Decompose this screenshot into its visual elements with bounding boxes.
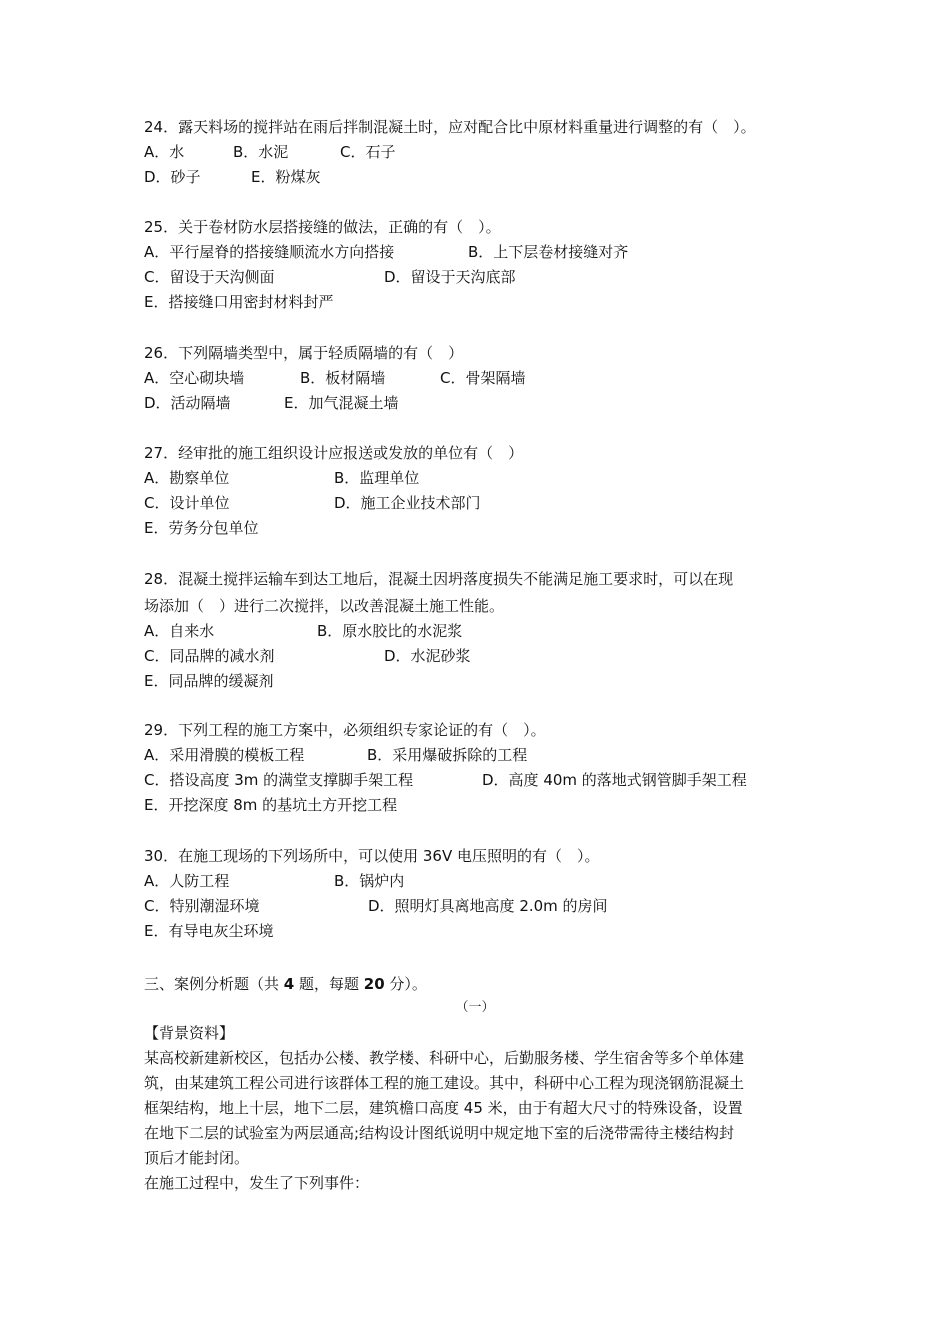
option-row xyxy=(144,290,824,315)
question-stem: 24．露天料场的搅拌站在雨后拌制混凝土时，应对配合比中原材料重量进行调整的有（ ）。 xyxy=(144,118,756,136)
option-row xyxy=(144,894,824,919)
option-c: C．设计单位 xyxy=(144,494,230,512)
option-e: E．粉煤灰 xyxy=(251,168,321,186)
question-25 xyxy=(144,215,824,315)
option-row xyxy=(144,391,824,416)
option-b: B．监理单位 xyxy=(334,469,420,487)
option-a: A．空心砌块墙 xyxy=(144,369,245,387)
option-row xyxy=(144,768,824,793)
option-b: B．原水胶比的水泥浆 xyxy=(317,622,463,640)
option-row xyxy=(144,919,824,944)
option-row xyxy=(144,669,824,694)
option-row xyxy=(144,491,824,516)
option-row xyxy=(144,265,824,290)
option-d: D．砂子 xyxy=(144,168,201,186)
section-heading xyxy=(144,972,427,997)
option-a: A．水 xyxy=(144,143,185,161)
case-background xyxy=(144,1021,808,1196)
background-line: 框架结构，地上十层，地下二层，建筑檐口高度 45 米，由于有超大尺寸的特殊设备，设置 xyxy=(144,1099,743,1117)
background-title: 【背景资料】 xyxy=(144,1024,235,1042)
question-stem: 30．在施工现场的下列场所中，可以使用 36V 电压照明的有（ ）。 xyxy=(144,847,600,865)
option-c: C．骨架隔墙 xyxy=(440,369,526,387)
option-row xyxy=(144,743,824,768)
option-d: D．高度 40m 的落地式钢管脚手架工程 xyxy=(482,771,747,789)
option-row xyxy=(144,140,824,165)
option-b: B．板材隔墙 xyxy=(300,369,386,387)
option-e: E．开挖深度 8m 的基坑土方开挖工程 xyxy=(144,796,398,814)
option-c: C．特别潮湿环境 xyxy=(144,897,260,915)
option-row xyxy=(144,165,824,190)
option-a: A．采用滑膜的模板工程 xyxy=(144,746,305,764)
option-c: C．石子 xyxy=(340,143,396,161)
question-stem: 25．关于卷材防水层搭接缝的做法，正确的有（ ）。 xyxy=(144,218,501,236)
option-e: E．有导电灰尘环境 xyxy=(144,922,274,940)
question-27 xyxy=(144,441,824,541)
question-26 xyxy=(144,341,824,416)
question-stem-continued: 场添加（ ）进行二次搅拌，以改善混凝土施工性能。 xyxy=(144,597,505,615)
background-line: 在施工过程中，发生了下列事件： xyxy=(144,1174,370,1192)
option-d: D．照明灯具离地高度 2.0m 的房间 xyxy=(368,897,608,915)
background-line: 顶后才能封闭。 xyxy=(144,1149,250,1167)
option-row xyxy=(144,793,824,818)
option-row xyxy=(144,366,824,391)
option-d: D．活动隔墙 xyxy=(144,394,231,412)
option-a: A．自来水 xyxy=(144,622,215,640)
option-row xyxy=(144,240,824,265)
option-b: B．锅炉内 xyxy=(334,872,405,890)
option-e: E．劳务分包单位 xyxy=(144,519,259,537)
option-d: D．留设于天沟底部 xyxy=(384,268,516,286)
option-d: D．施工企业技术部门 xyxy=(334,494,481,512)
option-row xyxy=(144,466,824,491)
option-a: A．人防工程 xyxy=(144,872,230,890)
option-e: E．同品牌的缓凝剂 xyxy=(144,672,274,690)
question-29 xyxy=(144,718,824,818)
option-c: C．同品牌的减水剂 xyxy=(144,647,275,665)
option-e: E．加气混凝土墙 xyxy=(284,394,399,412)
section-prefix: 三、案例分析题（共 xyxy=(144,975,284,993)
option-row xyxy=(144,869,824,894)
option-b: B．水泥 xyxy=(233,143,289,161)
option-row xyxy=(144,516,824,541)
section-middle: 题，每题 xyxy=(294,975,364,993)
question-24 xyxy=(144,115,824,190)
option-a: A．平行屋脊的搭接缝顺流水方向搭接 xyxy=(144,243,395,261)
question-30 xyxy=(144,844,824,944)
question-stem: 28．混凝土搅拌运输车到达工地后，混凝土因坍落度损失不能满足施工要求时，可以在现 xyxy=(144,570,734,588)
background-line: 在地下二层的试验室为两层通高;结构设计图纸说明中规定地下室的后浇带需待主楼结构封 xyxy=(144,1124,735,1142)
option-c: C．搭设高度 3m 的满堂支撑脚手架工程 xyxy=(144,771,414,789)
background-line: 筑，由某建筑工程公司进行该群体工程的施工建设。其中，科研中心工程为现浇钢筋混凝土 xyxy=(144,1074,745,1092)
question-28 xyxy=(144,567,824,694)
option-c: C．留设于天沟侧面 xyxy=(144,268,275,286)
option-b: B．采用爆破拆除的工程 xyxy=(367,746,528,764)
case-number: （一） xyxy=(455,1000,495,1015)
question-stem: 26．下列隔墙类型中，属于轻质隔墙的有（ ） xyxy=(144,344,464,362)
question-stem: 29．下列工程的施工方案中，必须组织专家论证的有（ ）。 xyxy=(144,721,546,739)
option-a: A．勘察单位 xyxy=(144,469,230,487)
option-row xyxy=(144,644,824,669)
option-b: B．上下层卷材接缝对齐 xyxy=(468,243,629,261)
option-row xyxy=(144,619,824,644)
section-suffix: 分）。 xyxy=(384,975,427,993)
background-line: 某高校新建新校区，包括办公楼、教学楼、科研中心，后勤服务楼、学生宿舍等多个单体建 xyxy=(144,1049,745,1067)
option-d: D．水泥砂浆 xyxy=(384,647,471,665)
option-e: E．搭接缝口用密封材料封严 xyxy=(144,293,334,311)
question-stem: 27．经审批的施工组织设计应报送或发放的单位有（ ） xyxy=(144,444,524,462)
section-count: 4 xyxy=(283,975,295,993)
section-score: 20 xyxy=(363,975,385,993)
